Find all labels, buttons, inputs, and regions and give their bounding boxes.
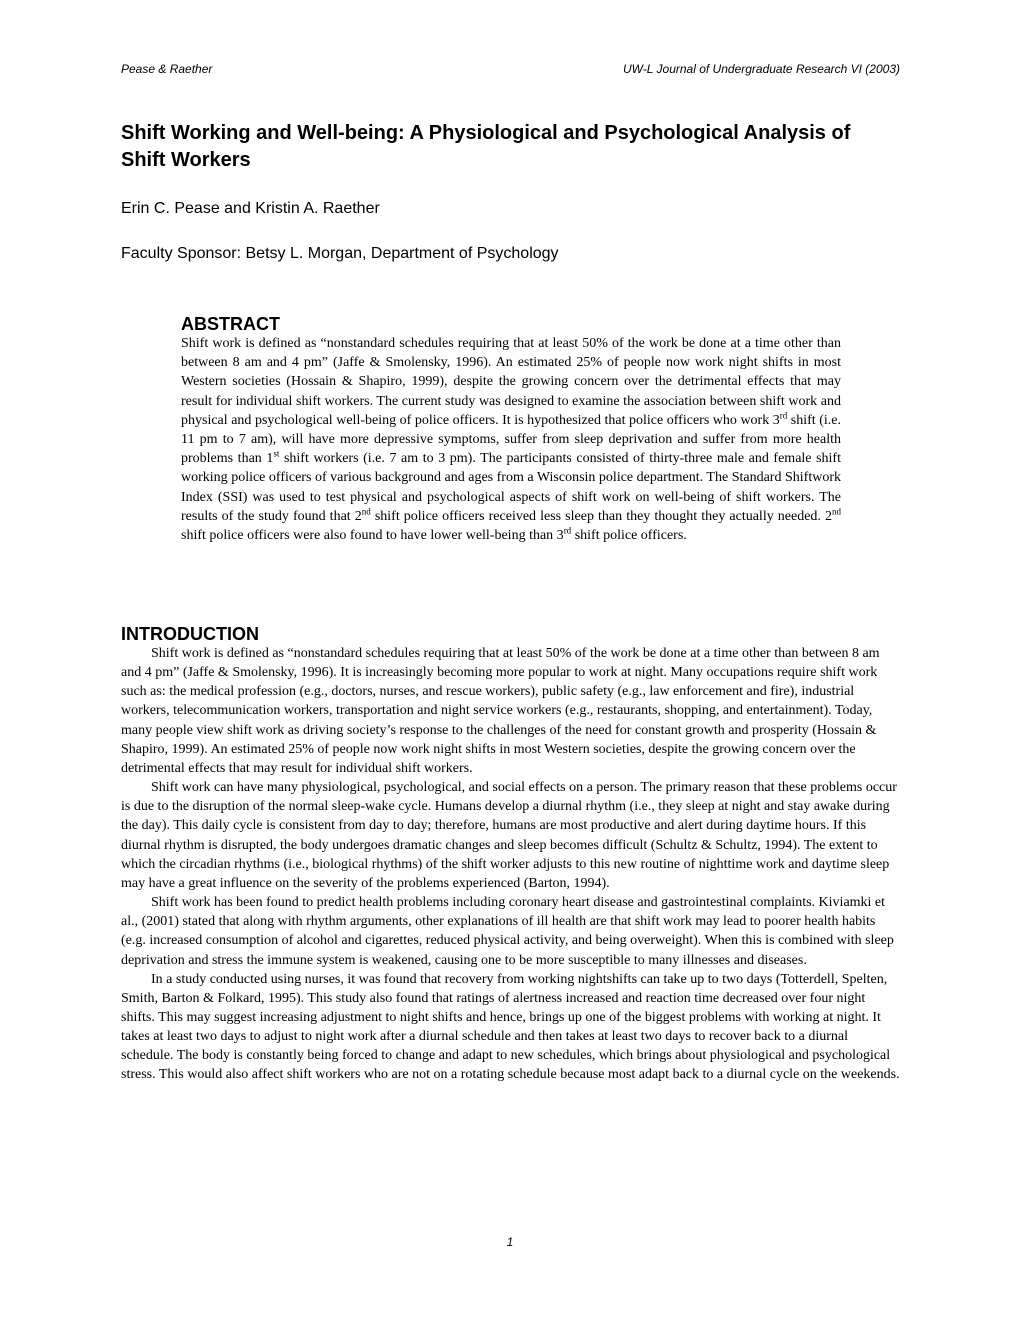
abstract-heading: ABSTRACT (181, 314, 280, 334)
superscript: rd (779, 410, 788, 421)
body-paragraph: Shift work can have many physiological, psychological, and social effects on a person. The primary reason that these problems occur is due to the disruption of the normal sleep-wake cycle. Humans develop a diurnal rhythm (i.e., they sleep at night and stay awake during the day). This daily cycle is consistent from day to day; therefore, humans are most productive and alert during daytime hours. If this diurnal rhythm is disrupted, the body undergoes dramatic changes and sleep becomes difficult (Schultz & Schultz, 1994). The extent to which the circadian rhythms (i.e., biological rhythms) of the shift worker adjusts to this new routine of nighttime work and daytime sleep may have a great influence on the severity of the problems experienced (Barton, 1994). (121, 780, 897, 891)
body-paragraph: In a study conducted using nurses, it was found that recovery from working nightshifts can take up to two days (Totterdell, Spelten, Smith, Barton & Folkard, 1995). This study also found that ratings of alertness increased and reaction time decreased over four night shifts. This may suggest increasing adjustment to night shifts and hence, brings up one of the biggest problems with working at night. It takes at least two days to adjust to night work after a diurnal schedule and then takes at least two days to recover back to a diurnal schedule. The body is constantly being forced to change and adapt to new schedules, which brings about physiological and psychological stress. This would also affect shift workers who are not on a rotating schedule because most adapt back to a diurnal cycle on the weekends. (121, 971, 900, 1083)
superscript: st (273, 448, 280, 459)
page-number: 1 (506, 1235, 514, 1249)
running-head-journal: UW-L Journal of Undergraduate Research VI (2003) (622, 62, 900, 76)
superscript: rd (563, 525, 572, 536)
paper-title: Shift Working and Well-being: A Physiological and Psychological Analysis of Shift Workers (121, 122, 851, 171)
superscript: nd (361, 506, 371, 517)
abstract-text: Shift work is defined as “nonstandard schedules requiring that at least 50% of the work be done at a time other than between 8 am and 4 pm” (Jaffe & Smolensky, 1996). An estimated 25% of people now work night shifts in most Western societies (Hossain & Shapiro, 1999), despite the growing concern over the detrimental effects that may result for individual shift workers. The current study was designed to examine the association between shift work and physical and psychological well-being of police officers. It is hypothesized that police officers who work 3rd shift (i.e. 11 pm to 7 am), will have more depressive symptoms, suffer from sleep deprivation and suffer from more health problems than 1st shift workers (i.e. 7 am to 3 pm). The participants consisted of thirty-three male and female shift working police officers of various background and ages from a Wisconsin police department. The Standard Shiftwork Index (SSI) was used to test physical and psychological aspects of shift work on well-being of shift workers. The results of the study found that 2nd shift police officers received less sleep than they thought they actually needed. 2nd shift police officers were also found to have lower well-being than 3rd shift police officers. (181, 336, 842, 544)
author-list: Erin C. Pease and Kristin A. Raether (121, 200, 380, 217)
running-head-authors: Pease & Raether (121, 62, 213, 76)
faculty-sponsor: Faculty Sponsor: Betsy L. Morgan, Department of Psychology (121, 245, 559, 262)
body-paragraph: Shift work has been found to predict health problems including coronary heart disease and gastrointestinal complaints. Kiviamki et al., (2001) stated that along with rhythm arguments, other explanations of ill health are that shift work may lead to poorer health habits (e.g. increased consumption of alcohol and cigarettes, reduced physical activity, and being overweight). When this is combined with sleep deprivation and stress the immune system is weakened, causing one to be more susceptible to many illnesses and diseases. (121, 895, 894, 968)
abstract-section (181, 314, 841, 545)
running-head (121, 62, 900, 78)
body-paragraph: Shift work is defined as “nonstandard schedules requiring that at least 50% of the work be done at a time other than between 8 am and 4 pm” (Jaffe & Smolensky, 1996). It is increasingly becoming more popular to work at night. Many occupations require shift work such as: the medical profession (e.g., doctors, nurses, and rescue workers), public safety (e.g., law enforcement and fire), industrial workers, telecommunication workers, transportation and night service workers (e.g., restaurants, shopping, and entertainment). Today, many people view shift work as driving society’s response to the challenges of the need for constant growth and prosperity (Hossain & Shapiro, 1999). An estimated 25% of people now work night shifts in most Western societies, despite the growing concern over the detrimental effects that may result for individual shift workers. (121, 646, 880, 776)
introduction-heading: INTRODUCTION (121, 624, 259, 644)
introduction-section (121, 624, 901, 1085)
superscript: nd (832, 506, 842, 517)
